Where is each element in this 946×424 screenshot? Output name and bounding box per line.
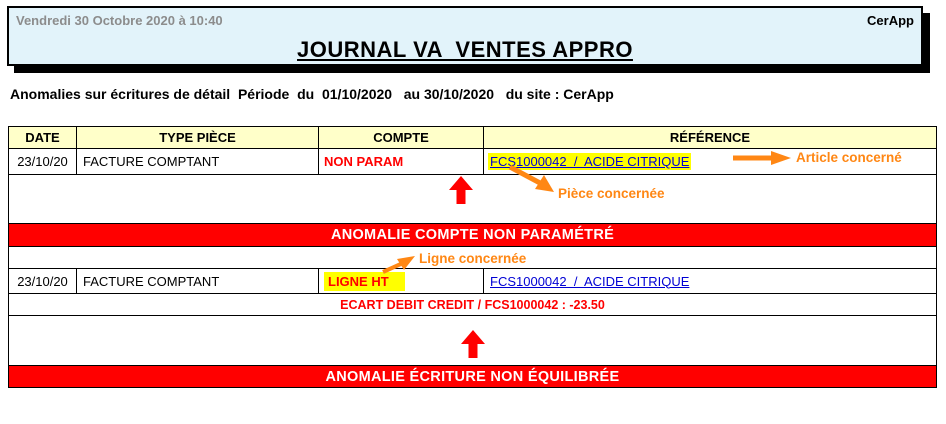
column-header-reference: RÉFÉRENCE (669, 130, 751, 145)
page-title: JOURNAL VA VENTES APPRO (297, 37, 633, 62)
report-datetime: Vendredi 30 Octobre 2020 à 10:40 (16, 13, 223, 28)
table-header-row (9, 126, 936, 149)
piece-concernee-label: Pièce concernée (558, 186, 665, 201)
compte-anomaly-value: LIGNE HT (324, 272, 405, 291)
ecart-debit-credit-row: ECART DEBIT CREDIT / FCS1000042 : -23.50 (9, 294, 936, 316)
type-piece-cell: FACTURE COMPTANT (77, 149, 319, 174)
compte-anomaly-value: NON PARAM (324, 154, 404, 169)
app-name: CerApp (867, 13, 914, 28)
compte-cell (319, 149, 484, 174)
article-concerne-label: Article concerné (796, 150, 902, 165)
date-cell: 23/10/20 (9, 269, 77, 293)
annotation-arrow-right-icon (731, 150, 793, 166)
up-arrow-icon (449, 176, 473, 204)
anomaly-banner-compte: ANOMALIE COMPTE NON PARAMÉTRÉ (9, 223, 936, 247)
column-header-type-piece: TYPE PIÈCE (77, 127, 319, 148)
annotation-arrow-diagonal-down-icon (506, 164, 560, 196)
reference-link[interactable]: FCS1000042 / ACIDE CITRIQUE (490, 154, 690, 169)
date-cell: 23/10/20 (9, 149, 77, 174)
table-row (9, 268, 936, 294)
type-piece-cell: FACTURE COMPTANT (77, 269, 319, 293)
report-header (7, 6, 923, 66)
up-arrow-icon (461, 330, 485, 358)
column-header-compte: COMPTE (319, 127, 484, 148)
reference-cell (484, 269, 936, 293)
reference-link[interactable]: FCS1000042 / ACIDE CITRIQUE (490, 273, 690, 289)
ligne-concernee-label: Ligne concernée (419, 251, 527, 266)
annotation-arrow-diagonal-up-icon (379, 254, 419, 276)
column-header-date: DATE (9, 127, 77, 148)
anomaly-banner-ecriture: ANOMALIE ÉCRITURE NON ÉQUILIBRÉE (9, 365, 936, 388)
report-subtitle: Anomalies sur écritures de détail Période du 01/10/2020 au 30/10/2020 du site : CerApp (10, 86, 614, 102)
